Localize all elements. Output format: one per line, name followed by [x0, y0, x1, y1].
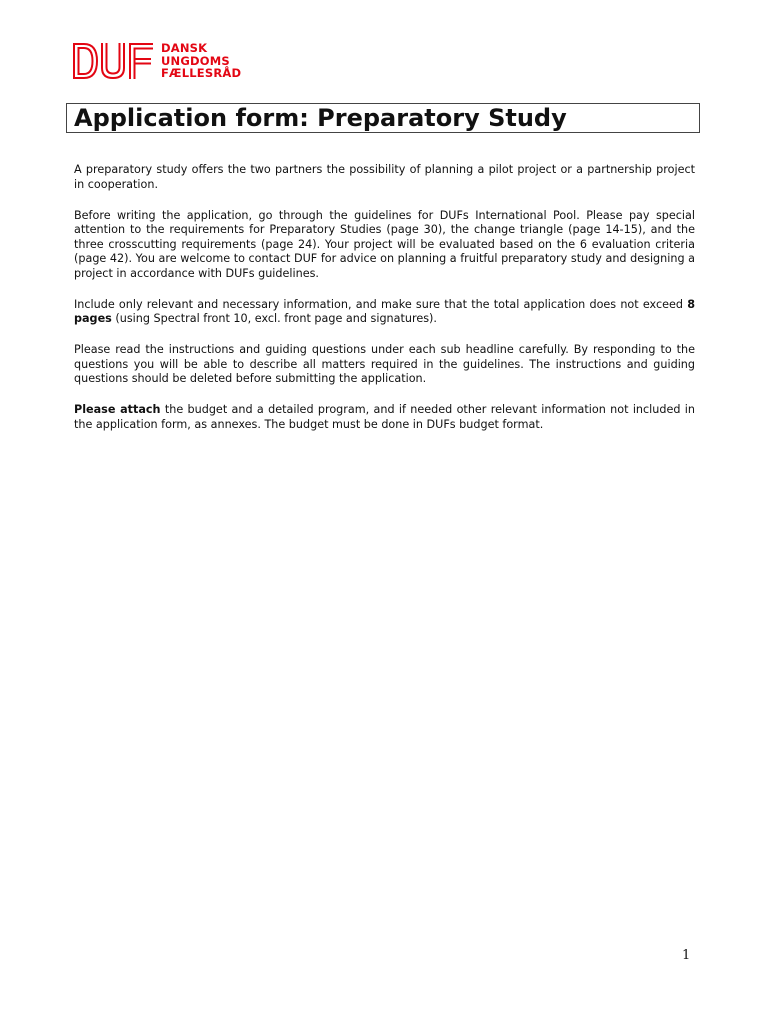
duf-logo [72, 42, 241, 80]
paragraph-attachments [74, 403, 695, 432]
logo-line-dansk: DANSK [161, 41, 208, 56]
logo-line-faellesraad: FÆLLESRÅD [161, 66, 242, 81]
paragraph-intro: A preparatory study offers the two partners the possibility of planning a pilot project or a partnership project in cooperation. [74, 163, 695, 191]
paragraph-page-limit [74, 298, 695, 327]
attach-text: the budget and a detailed program, and if needed other relevant information not included in the application form, as annexes. The budget must be done in DUFs budget format. [74, 403, 695, 431]
document-body [74, 163, 695, 449]
page-limit-bold: 8 pages [74, 297, 695, 325]
page-number: 1 [682, 948, 691, 963]
page-title: Application form: Preparatory Study [74, 104, 567, 132]
title-box [66, 103, 700, 133]
page-limit-text-before: Include only relevant and necessary information, and make sure that the total application does not exceed [74, 297, 688, 311]
duf-logo-mark [72, 42, 154, 80]
page-limit-text-after: (using Spectral front 10, excl. front page and signatures). [111, 312, 437, 325]
duf-logo-wordmark [161, 42, 241, 80]
attach-bold: Please attach [74, 403, 161, 416]
paragraph-guidelines: Before writing the application, go through the guidelines for DUFs International Pool. Please pay special attention to the requirements for Preparatory Studies (page 30), the change triangle (page 14-15), and the three crosscutting requirements (page 24). Your project will be evaluated based on the 6 evaluation criteria (page 42). You are welcome to contact DUF for advice on planning a fruitful preparatory study and designing a project in accordance with DUFs guidelines. [74, 208, 695, 280]
paragraph-instructions: Please read the instructions and guiding questions under each sub headline carefully. By responding to the questions you will be able to describe all matters required in the guidelines. The instructions and guiding questions should be deleted before submitting the application. [74, 343, 695, 385]
logo-line-ungdoms: UNGDOMS [161, 53, 230, 68]
